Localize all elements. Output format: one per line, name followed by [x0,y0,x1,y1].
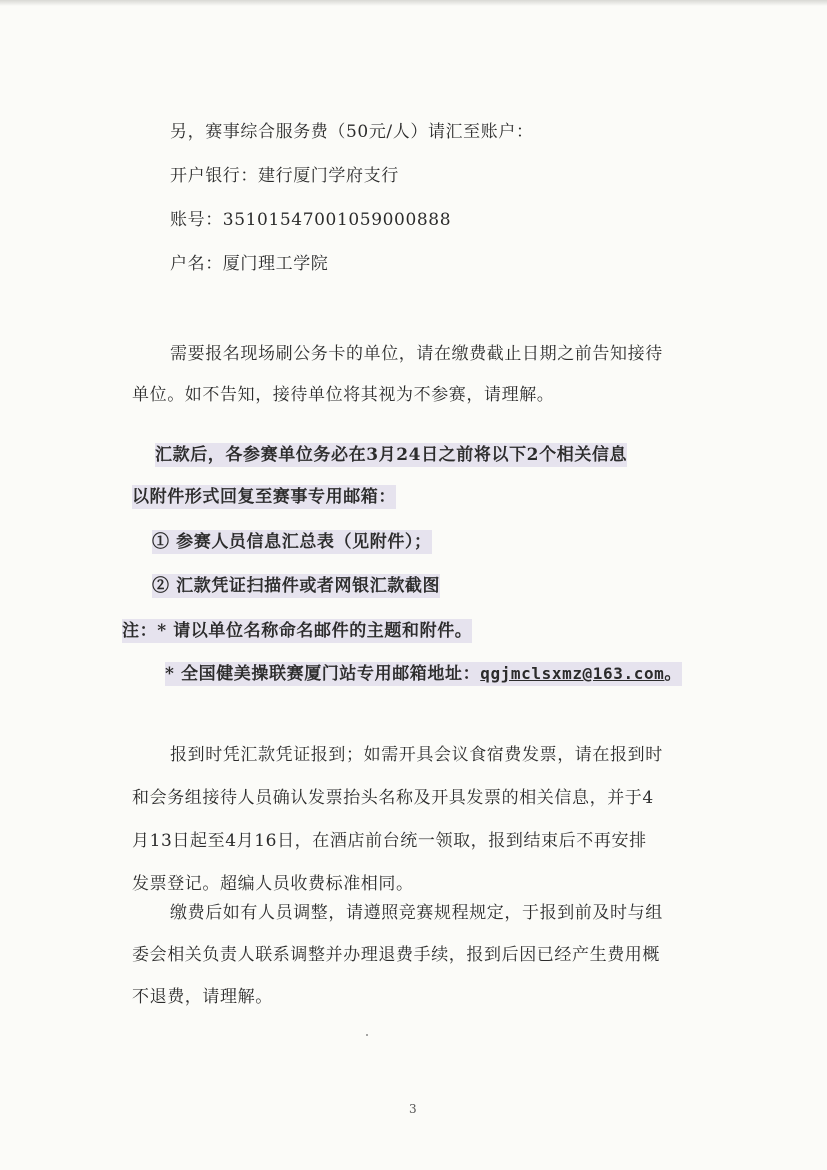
remit-note-2 [165,662,682,686]
scan-speck [366,1034,368,1036]
checkin-line3: 月13日起至4月16日，在酒店前台统一领取，报到结束后不再安排 [132,831,647,851]
page-number: 3 [409,1102,417,1116]
checkin-line2: 和会务组接待人员确认发票抬头名称及开具发票的相关信息，并于4 [132,788,654,808]
card-notice-line2: 单位。如不告知，接待单位将其视为不参赛，请理解。 [132,385,555,405]
remit-note-1 [122,619,472,643]
remit-item-2 [152,574,440,598]
checkin-line1: 报到时凭汇款凭证报到；如需开具会议食宿费发票，请在报到时 [170,745,663,765]
remit-note-1-text: 注：* 请以单位名称命名邮件的主题和附件。 [122,621,473,641]
card-notice-line1: 需要报名现场刷公务卡的单位，请在缴费截止日期之前告知接待 [170,344,663,364]
scan-edge [0,0,827,6]
remit-notice-line2-text: 以附件形式回复至赛事专用邮箱： [132,487,396,507]
email-link[interactable]: qgjmclsxmz@163.com [480,664,665,683]
refund-line1: 缴费后如有人员调整，请遵照竞赛规程规定，于报到前及时与组 [170,903,663,923]
remit-note-2-suffix: 。 [664,664,683,684]
checkin-line4: 发票登记。超编人员收费标准相同。 [132,874,414,894]
remit-notice-line2 [132,485,396,509]
refund-line2: 委会相关负责人联系调整并办理退费手续，报到后因已经产生费用概 [132,945,660,965]
refund-line3: 不退费，请理解。 [132,987,273,1007]
remit-notice-line1-text: 汇款后，各参赛单位务必在3月24日之前将以下2个相关信息 [155,445,628,465]
account-bank: 开户银行：建行厦门学府支行 [170,166,399,186]
remit-item-1 [152,530,432,554]
account-number: 账号：35101547001059000888 [170,210,452,230]
remit-item-1-text: ① 参赛人员信息汇总表（见附件）； [152,532,432,552]
remit-item-2-text: ② 汇款凭证扫描件或者网银汇款截图 [152,576,441,596]
remit-note-2-prefix: * 全国健美操联赛厦门站专用邮箱地址： [165,664,481,684]
account-intro: 另，赛事综合服务费（50元/人）请汇至账户： [170,122,534,142]
remit-notice-line1 [155,443,627,467]
account-name: 户名：厦门理工学院 [170,254,329,274]
